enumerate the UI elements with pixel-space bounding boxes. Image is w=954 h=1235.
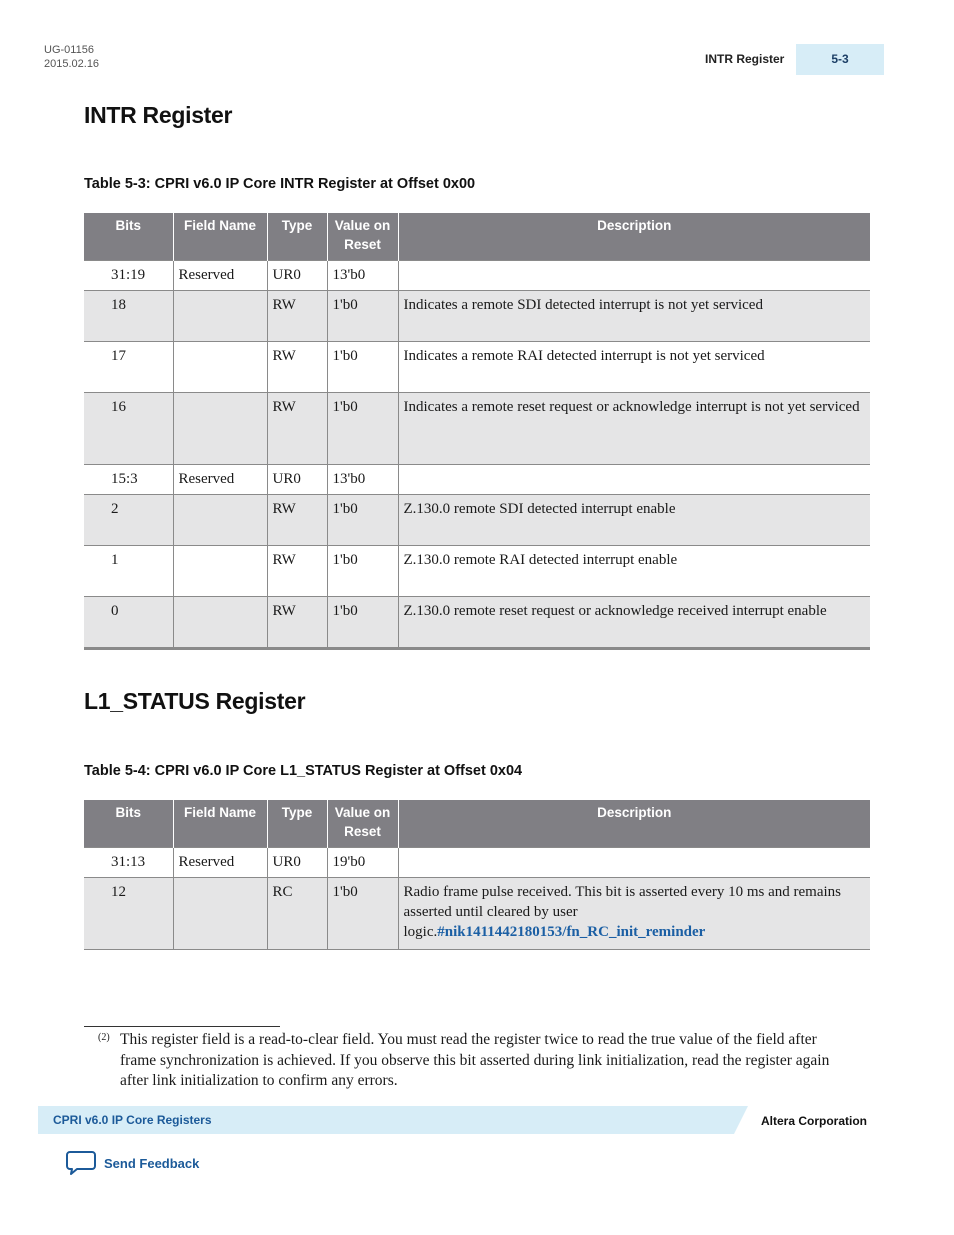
cell-reset: 1'b0 bbox=[327, 290, 398, 341]
table-row bbox=[84, 392, 870, 464]
table-row bbox=[84, 596, 870, 648]
doc-number: UG-01156 bbox=[44, 44, 94, 56]
col-type: Type bbox=[267, 213, 327, 260]
cell-field bbox=[173, 494, 267, 545]
footnote bbox=[84, 1030, 834, 1092]
col-description: Description bbox=[398, 213, 870, 260]
footnote-divider bbox=[84, 1026, 280, 1027]
doc-date: 2015.02.16 bbox=[44, 58, 100, 70]
cell-field bbox=[173, 290, 267, 341]
cell-reset: 1'b0 bbox=[327, 545, 398, 596]
cell-reset: 1'b0 bbox=[327, 392, 398, 464]
cell-bits: 0 bbox=[84, 596, 173, 648]
cell-field bbox=[173, 596, 267, 648]
cell-type: RW bbox=[267, 392, 327, 464]
col-field-name: Field Name bbox=[173, 800, 267, 847]
col-description: Description bbox=[398, 800, 870, 847]
cell-reset: 19'b0 bbox=[327, 847, 398, 877]
cell-type: RW bbox=[267, 596, 327, 648]
cell-field: Reserved bbox=[173, 847, 267, 877]
cell-type: RW bbox=[267, 341, 327, 392]
intr-register-table bbox=[84, 213, 870, 650]
intr-register-heading: INTR Register bbox=[84, 102, 233, 128]
cell-field bbox=[173, 341, 267, 392]
cell-type: RW bbox=[267, 545, 327, 596]
col-field-name: Field Name bbox=[173, 213, 267, 260]
cell-desc bbox=[398, 260, 870, 290]
cell-field bbox=[173, 877, 267, 949]
feedback-bubble-icon bbox=[66, 1150, 96, 1176]
footnote-reference-link[interactable]: #nik1411442180153/fn_RC_init_reminder bbox=[437, 923, 706, 940]
col-value-on-reset: Value on Reset bbox=[327, 213, 398, 260]
col-type: Type bbox=[267, 800, 327, 847]
cell-field: Reserved bbox=[173, 260, 267, 290]
running-header-title: INTR Register bbox=[705, 52, 785, 66]
cell-reset: 1'b0 bbox=[327, 341, 398, 392]
table-header-row bbox=[84, 800, 870, 847]
table-row bbox=[84, 260, 870, 290]
cell-desc bbox=[398, 877, 870, 949]
cell-type: UR0 bbox=[267, 464, 327, 494]
table-5-3-caption: Table 5-3: CPRI v6.0 IP Core INTR Register at Offset 0x00 bbox=[84, 176, 476, 192]
col-bits: Bits bbox=[84, 800, 173, 847]
table-row bbox=[84, 877, 870, 949]
cell-type: RC bbox=[267, 877, 327, 949]
footer-chapter-title: CPRI v6.0 IP Core Registers bbox=[53, 1113, 212, 1127]
cell-reset: 1'b0 bbox=[327, 494, 398, 545]
cell-bits: 16 bbox=[84, 392, 173, 464]
cell-field bbox=[173, 392, 267, 464]
cell-type: RW bbox=[267, 290, 327, 341]
table-5-4-caption: Table 5-4: CPRI v6.0 IP Core L1_STATUS Register at Offset 0x04 bbox=[84, 763, 523, 779]
cell-bits: 18 bbox=[84, 290, 173, 341]
col-bits: Bits bbox=[84, 213, 173, 260]
cell-desc bbox=[398, 847, 870, 877]
send-feedback-link[interactable] bbox=[66, 1150, 199, 1176]
cell-desc: Indicates a remote RAI detected interrupt is not yet serviced bbox=[398, 341, 870, 392]
cell-desc: Indicates a remote SDI detected interrupt is not yet serviced bbox=[398, 290, 870, 341]
cell-desc bbox=[398, 464, 870, 494]
table-row bbox=[84, 290, 870, 341]
cell-type: UR0 bbox=[267, 260, 327, 290]
desc-text: Radio frame pulse received. This bit is asserted every 10 ms and remains asserted until cleared by user logic. bbox=[403, 883, 842, 940]
cell-bits: 2 bbox=[84, 494, 173, 545]
cell-field bbox=[173, 545, 267, 596]
cell-reset: 13'b0 bbox=[327, 260, 398, 290]
table-row bbox=[84, 545, 870, 596]
cell-type: UR0 bbox=[267, 847, 327, 877]
send-feedback-label: Send Feedback bbox=[104, 1155, 200, 1171]
table-row bbox=[84, 847, 870, 877]
footnote-text: This register field is a read-to-clear field. You must read the register twice to read the true value of the field after frame synchronization is achieved. If you observe this bit asserted during link initialization, read the register again after link initialization to confirm any errors. bbox=[120, 1031, 830, 1089]
cell-type: RW bbox=[267, 494, 327, 545]
cell-desc: Z.130.0 remote SDI detected interrupt enable bbox=[398, 494, 870, 545]
table-row bbox=[84, 341, 870, 392]
cell-field: Reserved bbox=[173, 464, 267, 494]
table-header-row bbox=[84, 213, 870, 260]
col-value-on-reset: Value on Reset bbox=[327, 800, 398, 847]
page-number: 5-3 bbox=[796, 44, 884, 75]
l1-status-register-table bbox=[84, 800, 870, 950]
cell-bits: 12 bbox=[84, 877, 173, 949]
footnote-mark: (2) bbox=[98, 1032, 110, 1043]
cell-bits: 31:13 bbox=[84, 847, 173, 877]
cell-bits: 17 bbox=[84, 341, 173, 392]
footer-company: Altera Corporation bbox=[761, 1114, 868, 1128]
cell-bits: 1 bbox=[84, 545, 173, 596]
cell-reset: 1'b0 bbox=[327, 596, 398, 648]
cell-reset: 1'b0 bbox=[327, 877, 398, 949]
l1-status-register-heading: L1_STATUS Register bbox=[84, 688, 306, 714]
cell-bits: 31:19 bbox=[84, 260, 173, 290]
document-id bbox=[44, 43, 99, 71]
cell-desc: Z.130.0 remote RAI detected interrupt enable bbox=[398, 545, 870, 596]
table-row bbox=[84, 464, 870, 494]
cell-reset: 13'b0 bbox=[327, 464, 398, 494]
cell-bits: 15:3 bbox=[84, 464, 173, 494]
cell-desc: Z.130.0 remote reset request or acknowledge received interrupt enable bbox=[398, 596, 870, 648]
table-row bbox=[84, 494, 870, 545]
cell-desc: Indicates a remote reset request or acknowledge interrupt is not yet serviced bbox=[398, 392, 870, 464]
